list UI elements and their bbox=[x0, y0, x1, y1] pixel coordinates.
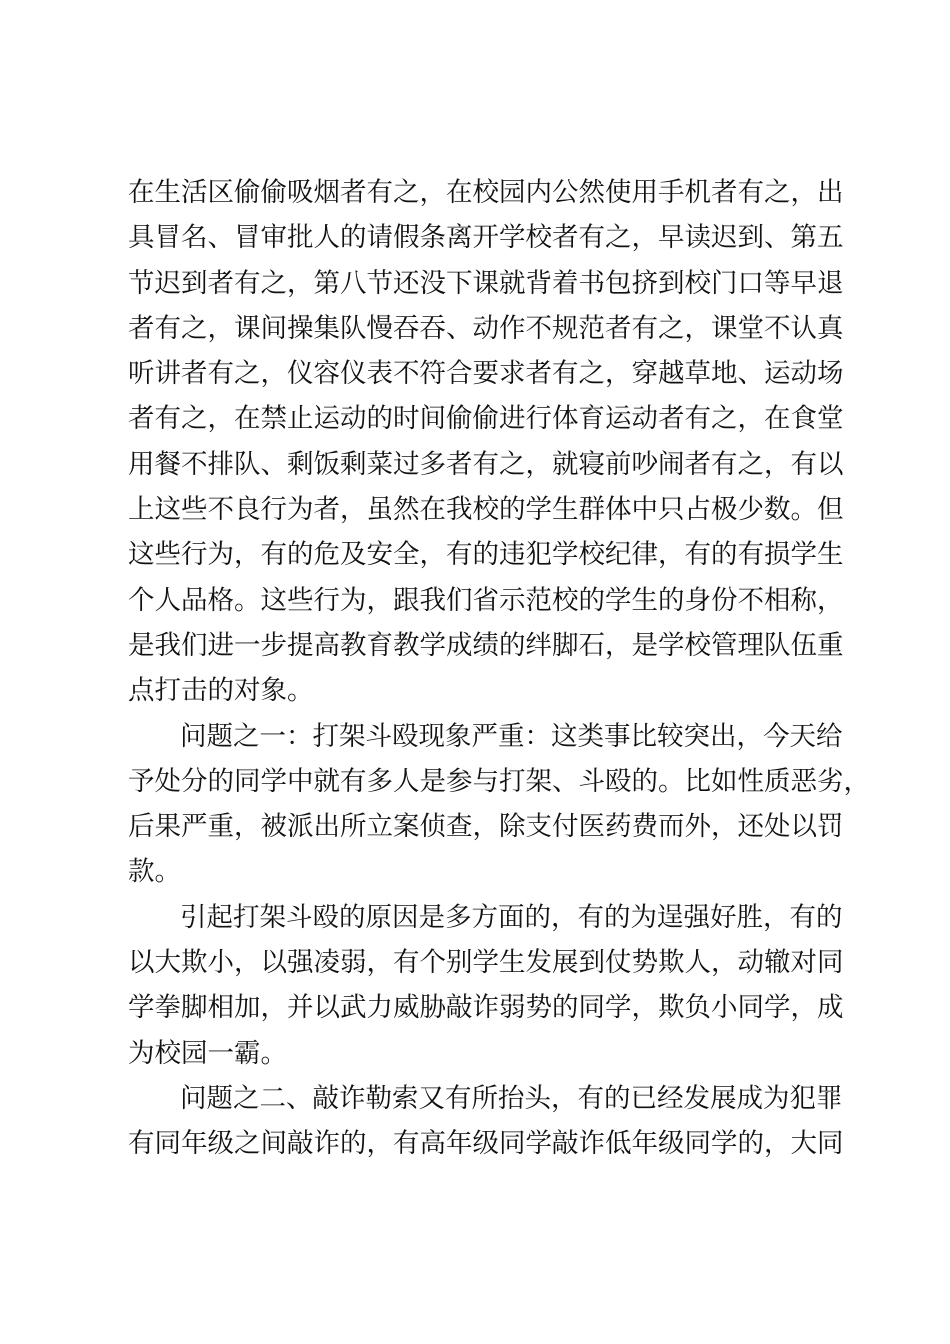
text-line: 后果严重，被派出所立案侦查，除支付医药费而外，还处以罚 bbox=[128, 811, 844, 843]
text-line: 者有之，在禁止运动的时间偷偷进行体育运动者有之，在食堂 bbox=[128, 403, 844, 435]
text-line: 予处分的同学中就有多人是参与打架、斗殴的。比如性质恶劣， bbox=[128, 765, 870, 797]
paragraph-start-line: 引起打架斗殴的原因是多方面的，有的为逞强好胜，有的 bbox=[180, 901, 843, 933]
text-line: 节迟到者有之，第八节还没下课就背着书包挤到校门口等早退 bbox=[128, 267, 844, 299]
text-line: 学拳脚相加，并以武力威胁敲诈弱势的同学，欺负小同学，成 bbox=[128, 992, 844, 1024]
text-line: 点打击的对象。 bbox=[128, 675, 314, 707]
text-line: 有同年级之间敲诈的，有高年级同学敲诈低年级同学的，大同 bbox=[128, 1128, 844, 1160]
text-line: 为校园一霸。 bbox=[128, 1037, 287, 1069]
text-line: 在生活区偷偷吸烟者有之，在校园内公然使用手机者有之，出 bbox=[128, 177, 844, 208]
text-line: 个人品格。这些行为，跟我们省示范校的学生的身份不相称， bbox=[128, 584, 844, 616]
text-line: 以大欺小，以强凌弱，有个别学生发展到仗势欺人，动辙对同 bbox=[128, 947, 844, 979]
text-line: 具冒名、冒审批人的请假条离开学校者有之，早读迟到、第五 bbox=[128, 222, 844, 254]
body-text bbox=[128, 170, 870, 1167]
text-line: 者有之，课间操集队慢吞吞、动作不规范者有之，课堂不认真 bbox=[128, 312, 844, 344]
paragraph-start-line: 问题之一：打架斗殴现象严重：这类事比较突出，今天给 bbox=[180, 720, 843, 752]
text-line: 听讲者有之，仪容仪表不符合要求者有之，穿越草地、运动场 bbox=[128, 358, 844, 390]
paragraph-start-line: 问题之二、敲诈勒索又有所抬头，有的已经发展成为犯罪 bbox=[180, 1082, 843, 1114]
text-line: 款。 bbox=[128, 856, 181, 888]
text-line: 用餐不排队、剩饭剩菜过多者有之，就寝前吵闹者有之，有以 bbox=[128, 448, 844, 480]
text-line: 这些行为，有的危及安全，有的违犯学校纪律，有的有损学生 bbox=[128, 539, 844, 571]
text-line: 是我们进一步提高教育教学成绩的绊脚石，是学校管理队伍重 bbox=[128, 629, 844, 661]
text-line: 上这些不良行为者，虽然在我校的学生群体中只占极少数。但 bbox=[128, 494, 844, 526]
